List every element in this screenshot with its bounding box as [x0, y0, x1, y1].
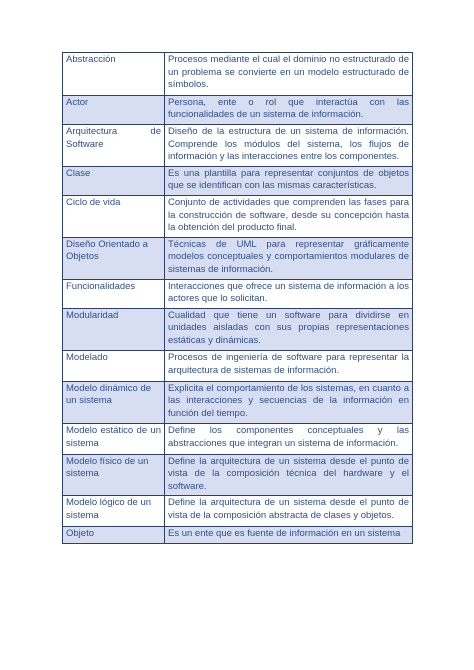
glossary-term: Clase — [63, 166, 165, 195]
glossary-term: Arquitectura de Software — [63, 124, 165, 166]
glossary-definition: Cualidad que tiene un software para dividirse en unidades aisladas con sus propias representaciones estáticas y dinámicas. — [165, 308, 413, 351]
glossary-row — [63, 195, 413, 237]
glossary-row — [63, 424, 413, 454]
glossary-definition: Interacciones que ofrece un sistema de información a los actores que lo solicitan. — [165, 279, 413, 308]
glossary-definition: Es un ente que es fuente de información en un sistema — [165, 526, 413, 544]
glossary-row — [63, 454, 413, 496]
glossary-term: Modelo estático de un sistema — [63, 424, 165, 454]
glossary-definition: Define la arquitectura de un sistema desde el punto de vista de la composición abstracta de clases y objetos. — [165, 496, 413, 526]
glossary-term: Ciclo de vida — [63, 195, 165, 237]
glossary-row — [63, 279, 413, 308]
glossary-term: Actor — [63, 95, 165, 124]
glossary-definition: Procesos mediante el cual el dominio no estructurado de un problema se convierte en un modelo estructurado de símbolos. — [165, 53, 413, 96]
glossary-term: Abstracción — [63, 53, 165, 96]
glossary-term: Modelo físico de un sistema — [63, 454, 165, 496]
glossary-term: Modularidad — [63, 308, 165, 351]
glossary-term: Modelado — [63, 351, 165, 381]
glossary-table — [62, 52, 413, 544]
glossary-definition: Es una plantilla para representar conjuntos de objetos que se identifican con las mismas características. — [165, 166, 413, 195]
glossary-definition: Técnicas de UML para representar gráficamente modelos conceptuales y comportamientos modulares de sistemas de información. — [165, 237, 413, 279]
glossary-definition: Diseño de la estructura de un sistema de información. Comprende los módulos del sistema, los flujos de información y las interacciones entre los componentes. — [165, 124, 413, 166]
glossary-row — [63, 526, 413, 544]
glossary-row — [63, 53, 413, 96]
glossary-definition: Define los componentes conceptuales y las abstracciones que integran un sistema de información. — [165, 424, 413, 454]
glossary-definition: Persona, ente o rol que interactúa con las funcionalidades de un sistema de información. — [165, 95, 413, 124]
glossary-row — [63, 496, 413, 526]
glossary-term: Modelo lógico de un sistema — [63, 496, 165, 526]
glossary-term: Funcionalidades — [63, 279, 165, 308]
glossary-row — [63, 124, 413, 166]
glossary-row — [63, 351, 413, 381]
glossary-term: Objeto — [63, 526, 165, 544]
glossary-row — [63, 308, 413, 351]
glossary-row — [63, 237, 413, 279]
glossary-table-body — [63, 53, 413, 544]
glossary-definition: Procesos de ingeniería de software para representar la arquitectura de sistemas de información. — [165, 351, 413, 381]
glossary-term: Diseño Orientado a Objetos — [63, 237, 165, 279]
glossary-row — [63, 166, 413, 195]
glossary-row — [63, 95, 413, 124]
glossary-definition: Explicita el comportamiento de los sistemas, en cuanto a las interacciones y secuencias de la información en función del tiempo. — [165, 381, 413, 424]
glossary-definition: Define la arquitectura de un sistema desde el punto de vista de la composición técnica del hardware y el software. — [165, 454, 413, 496]
glossary-term: Modelo dinámico de un sistema — [63, 381, 165, 424]
glossary-definition: Conjunto de actividades que comprenden las fases para la construcción de software, desde su concepción hasta la obtención del producto final. — [165, 195, 413, 237]
glossary-row — [63, 381, 413, 424]
